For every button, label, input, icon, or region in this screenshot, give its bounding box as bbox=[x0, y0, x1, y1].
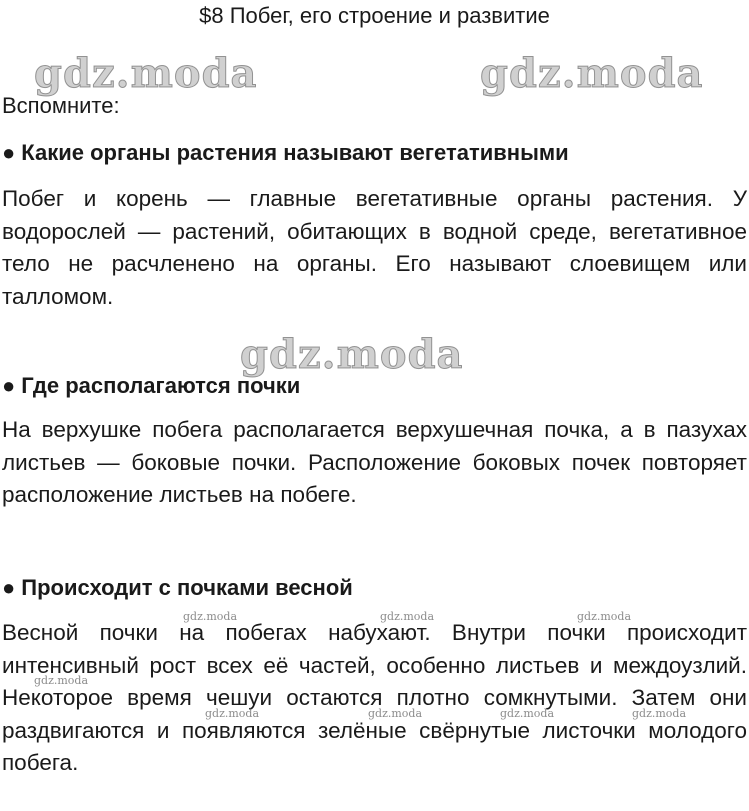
watermark-small: gdz.moda bbox=[500, 707, 555, 720]
watermark-small: gdz.moda bbox=[205, 707, 260, 720]
question-heading bbox=[2, 372, 300, 400]
answer-paragraph: Побег и корень — главные вегетативные органы растения. У водорослей — растений, обитающих в водной среде, вегетативное тело не расчленено на органы. Его называют слоевищем или талломом. bbox=[2, 186, 747, 309]
bullet-icon: ● bbox=[2, 575, 16, 600]
recall-heading: Вспомните: bbox=[2, 93, 120, 118]
question-heading bbox=[2, 574, 353, 602]
watermark-small: gdz.moda bbox=[577, 610, 632, 623]
bullet-icon: ● bbox=[2, 373, 16, 398]
question-text: Где располагаются почки bbox=[21, 373, 301, 398]
answer-paragraph: На верхушке побега располагается верхушечная почка, а в пазухах листьев — боковые почки. Расположение боковых почек повторяет расположение листьев на побеге. bbox=[2, 417, 747, 507]
bullet-icon: ● bbox=[2, 140, 16, 165]
watermark-logo: gdz.moda bbox=[240, 331, 464, 378]
question-text: Какие органы растения называют вегетативными bbox=[21, 140, 569, 165]
watermark-logo: gdz.moda bbox=[34, 50, 258, 97]
page-title: $8 Побег, его строение и развитие bbox=[199, 3, 550, 28]
answer-paragraph: Весной почки на побегах набухают. Внутри почки происходит интенсивный рост всех её частей, особенно листьев и междоузлий. Некоторое время чешуи остаются плотно сомкнутыми. Затем они раздвигаются и появляются зелёные свёрнутые листочки молодого побега. bbox=[2, 620, 747, 775]
watermark-small: gdz.moda bbox=[380, 610, 435, 623]
watermark-small: gdz.moda bbox=[632, 707, 687, 720]
watermark-small: gdz.moda bbox=[183, 610, 238, 623]
question-text: Происходит с почками весной bbox=[21, 575, 353, 600]
watermark-small: gdz.moda bbox=[34, 674, 89, 687]
question-heading bbox=[2, 139, 569, 167]
watermark-logo: gdz.moda bbox=[480, 50, 704, 97]
watermark-small: gdz.moda bbox=[368, 707, 423, 720]
